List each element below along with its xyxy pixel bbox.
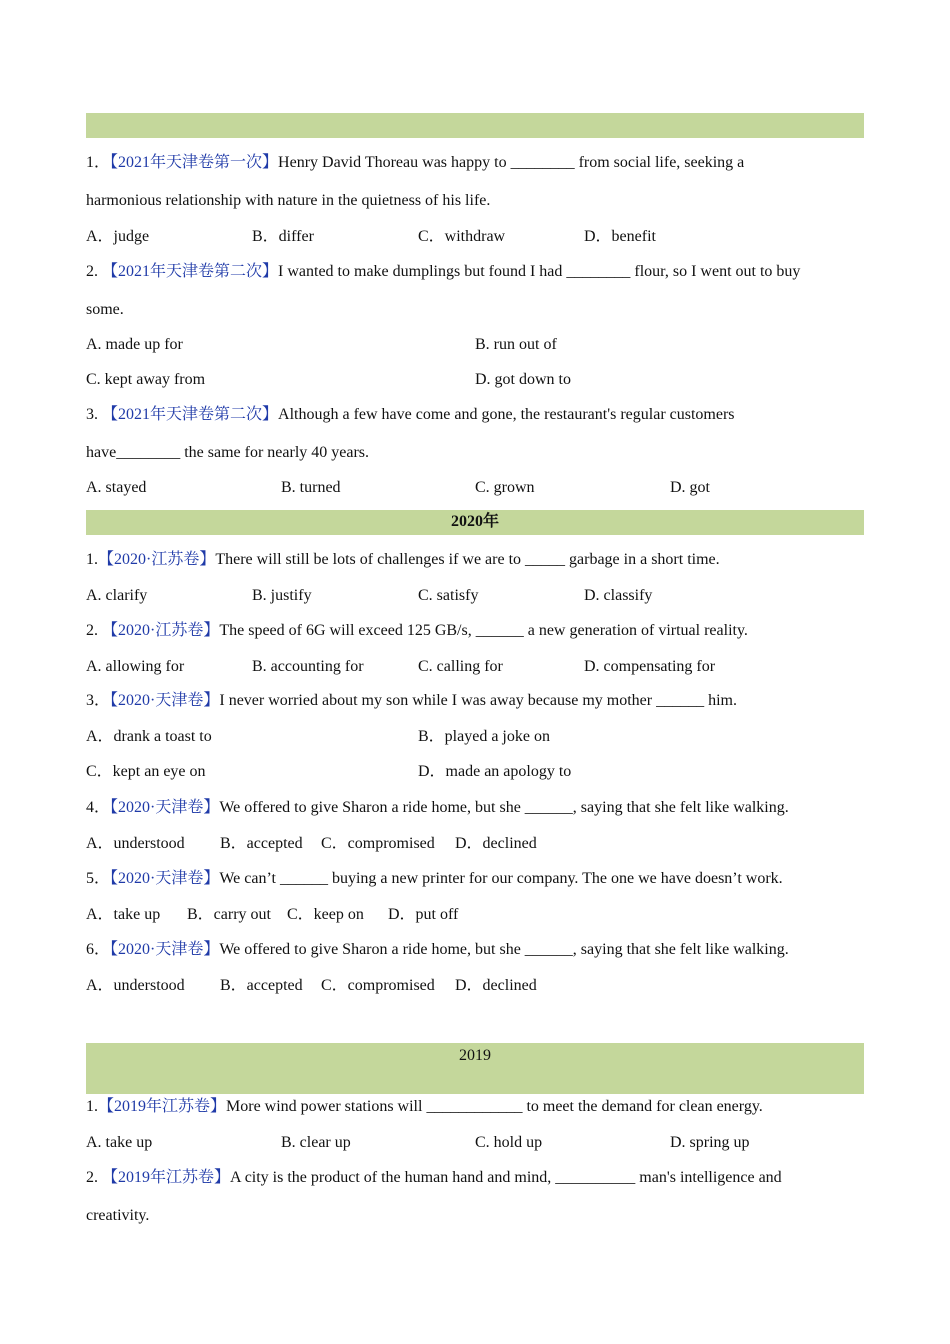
question-2020-4 — [86, 797, 789, 819]
option-c: C．withdraw — [418, 228, 506, 245]
option-b: B. accounting for — [252, 658, 364, 675]
option-b: B．differ — [252, 228, 314, 245]
question-2021-3-line1 — [86, 404, 735, 426]
question-stem: Henry David Thoreau was happy to ________ from social life, seeking a — [278, 154, 745, 171]
section-bar-2019 — [86, 1043, 864, 1094]
option-d: D. compensating for — [584, 658, 716, 675]
question-stem: A city is the product of the human hand and mind, __________ man's intelligence and — [230, 1169, 782, 1186]
option-c: C．compromised — [321, 977, 435, 994]
option-a: A．take up — [86, 906, 161, 923]
question-number: 1． — [86, 154, 111, 171]
question-stem: We offered to give Sharon a ride home, but she ______, saying that she felt like walking. — [219, 799, 789, 816]
question-stem: I wanted to make dumplings but found I had ________ flour, so I went out to buy — [278, 263, 801, 280]
option-a: A．understood — [86, 835, 185, 852]
question-2019-2-line1 — [86, 1167, 782, 1189]
option-d: D. got down to — [475, 371, 571, 388]
option-c: C．keep on — [287, 906, 364, 923]
question-2019-1 — [86, 1096, 763, 1118]
option-b: B. clear up — [281, 1134, 351, 1151]
option-c: C. kept away from — [86, 371, 206, 388]
option-b: B．accepted — [220, 835, 303, 852]
section-title: 2019 — [459, 1047, 491, 1064]
question-2020-3 — [86, 690, 737, 712]
question-number: 1. — [86, 551, 98, 568]
option-c: C. hold up — [475, 1134, 543, 1151]
question-number: 3. — [86, 406, 102, 423]
option-a: A. clarify — [86, 587, 148, 604]
question-number: 3． — [86, 692, 111, 709]
question-number: 1. — [86, 1098, 98, 1115]
option-a: A. take up — [86, 1134, 153, 1151]
question-stem: We can’t ______ buying a new printer for our company. The one we have doesn’t work. — [219, 870, 783, 887]
question-2020-1 — [86, 549, 720, 571]
question-2021-1-line2: harmonious relationship with nature in the quietness of his life. — [86, 192, 491, 209]
question-source: 【2020·天津卷】 — [110, 870, 220, 887]
question-source: 【2020·天津卷】 — [110, 941, 220, 958]
question-source: 【2019年江苏卷】 — [102, 1169, 231, 1186]
option-d: D．made an apology to — [418, 763, 572, 780]
question-number: 2. — [86, 263, 102, 280]
option-d: D. classify — [584, 587, 653, 604]
question-2021-1-line1 — [86, 152, 744, 174]
question-stem: I never worried about my son while I was away because my mother ______ him. — [219, 692, 737, 709]
option-d: D. got — [670, 479, 710, 496]
question-number: 2. — [86, 622, 102, 639]
option-d: D. spring up — [670, 1134, 750, 1151]
question-stem: Although a few have come and gone, the restaurant's regular customers — [278, 406, 735, 423]
question-2021-2-line2: some. — [86, 301, 124, 318]
option-a: A. allowing for — [86, 658, 185, 675]
option-a: A．understood — [86, 977, 185, 994]
question-2020-5 — [86, 868, 783, 890]
option-c: C．compromised — [321, 835, 435, 852]
question-source: 【2020·天津卷】 — [110, 692, 220, 709]
question-source: 【2021年天津卷第二次】 — [102, 406, 279, 423]
option-b: B．accepted — [220, 977, 303, 994]
option-a: A．judge — [86, 228, 150, 245]
question-source: 【2020·江苏卷】 — [102, 622, 220, 639]
option-c: C．kept an eye on — [86, 763, 206, 780]
question-stem: We offered to give Sharon a ride home, but she ______, saying that she felt like walking. — [219, 941, 789, 958]
question-number: 6． — [86, 941, 111, 958]
option-a: A. stayed — [86, 479, 147, 496]
question-number: 5． — [86, 870, 111, 887]
question-source: 【2020·天津卷】 — [110, 799, 220, 816]
section-bar-2020 — [86, 510, 864, 535]
question-2020-2 — [86, 620, 748, 642]
option-d: D．put off — [388, 906, 459, 923]
question-number: 2. — [86, 1169, 102, 1186]
question-2021-3-line2: have________ the same for nearly 40 years. — [86, 444, 370, 461]
option-d: D．declined — [455, 835, 537, 852]
question-stem: More wind power stations will ____________ to meet the demand for clean energy. — [226, 1098, 763, 1115]
option-a: A. made up for — [86, 336, 183, 353]
question-2020-6 — [86, 939, 789, 961]
option-b: B．carry out — [187, 906, 271, 923]
option-a: A．drank a toast to — [86, 728, 212, 745]
section-title: 2020年 — [450, 513, 499, 530]
question-stem: The speed of 6G will exceed 125 GB/s, ______ a new generation of virtual reality. — [219, 622, 748, 639]
option-b: B. run out of — [475, 336, 557, 353]
option-b: B. turned — [281, 479, 341, 496]
question-source: 【2020·江苏卷】 — [98, 551, 216, 568]
question-number: 4． — [86, 799, 111, 816]
question-2019-2-line2: creativity. — [86, 1207, 150, 1224]
question-stem: There will still be lots of challenges if we are to _____ garbage in a short time. — [215, 551, 720, 568]
section-bar-2021 — [86, 113, 864, 138]
option-c: C. grown — [475, 479, 535, 496]
option-c: C. calling for — [418, 658, 503, 675]
option-c: C. satisfy — [418, 587, 479, 604]
question-source: 【2021年天津卷第一次】 — [110, 154, 279, 171]
option-d: D．declined — [455, 977, 537, 994]
option-d: D．benefit — [584, 228, 656, 245]
question-source: 【2021年天津卷第二次】 — [102, 263, 279, 280]
option-b: B. justify — [252, 587, 312, 604]
question-2021-2-line1 — [86, 261, 800, 283]
option-b: B．played a joke on — [418, 728, 550, 745]
question-source: 【2019年江苏卷】 — [98, 1098, 227, 1115]
